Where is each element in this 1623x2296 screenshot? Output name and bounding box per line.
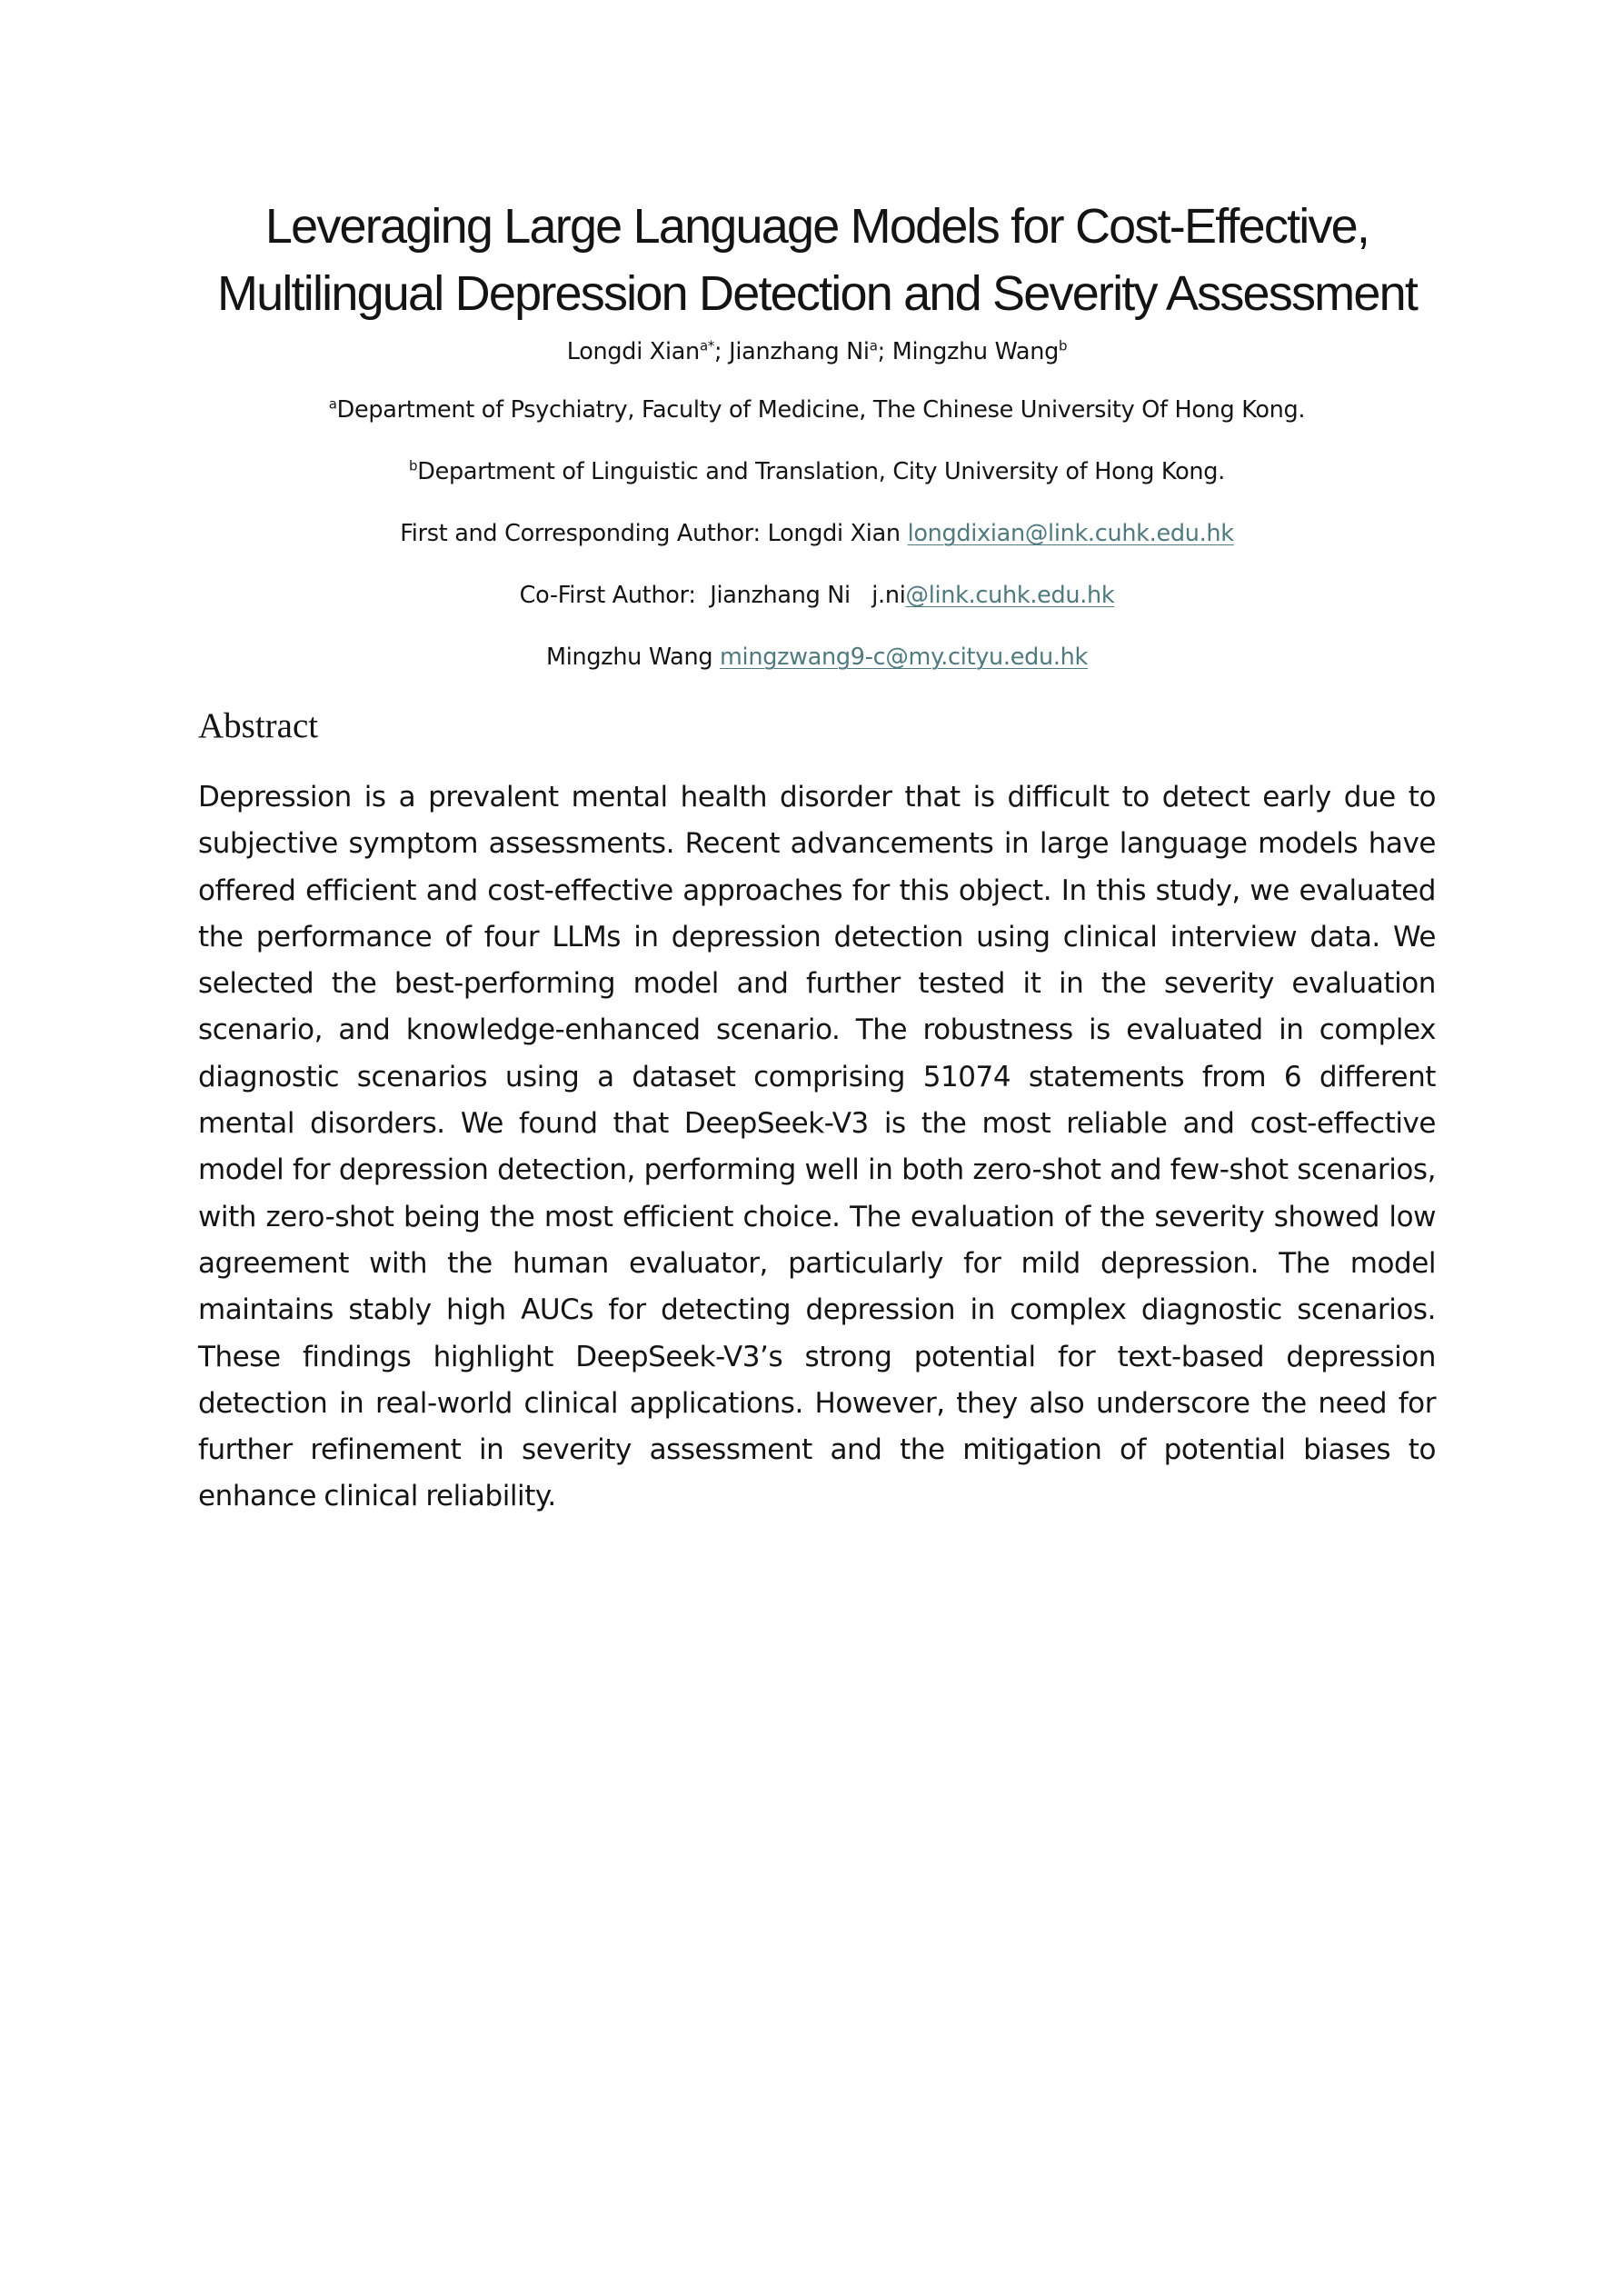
author-name: Longdi Xian	[566, 338, 700, 365]
paper-page	[198, 193, 1436, 1521]
affiliation-b	[198, 454, 1436, 489]
abstract-text: Depression is a prevalent mental health disorder that is difficult to detect early due to subjective symptom assessments. Recent advancements in large language models have offered efficient and cost-effective approaches for this object. In this study, we evaluated the performance of four LLMs in depression detection using clinical interview data. We selected the best-performing model and further tested it in the severity evaluation scenario, and knowledge-enhanced scenario. The robustness is evaluated in complex diagnostic scenarios using a dataset comprising 51074 statements from 6 different mental disorders. We found that DeepSeek-V3 is the most reliable and cost-effective model for depression detection, performing well in both zero-shot and few-shot scenarios, with zero-shot being the most efficient choice. The evaluation of the severity showed low agreement with the human evaluator, particularly for mild depression. The model maintains stably high AUCs for detecting depression in complex diagnostic scenarios. These findings highlight DeepSeek-V3’s strong potential for text-based depression detection in real-world clinical applications. However, they also underscore the need for further refinement in severity assessment and the mitigation of potential biases to enhance clinical reliability.	[198, 781, 1436, 1513]
author-affiliation-mark: a*	[699, 337, 715, 354]
affiliation-text: Department of Linguistic and Translation, City University of Hong Kong.	[417, 458, 1225, 485]
author-name: Mingzhu Wang	[891, 338, 1059, 365]
affiliation-mark: a	[328, 395, 337, 413]
co-first-email-link[interactable]: @link.cuhk.edu.hk	[905, 582, 1115, 609]
third-author-email-link[interactable]: mingzwang9-c@my.cityu.edu.hk	[720, 644, 1088, 671]
third-author-label: Mingzhu Wang	[546, 644, 721, 671]
affiliation-mark: b	[409, 457, 418, 474]
author-affiliation-mark: a	[869, 337, 878, 354]
abstract-heading: Abstract	[198, 706, 319, 745]
author-separator: ;	[877, 338, 892, 365]
corresponding-email-link[interactable]: longdixian@link.cuhk.edu.hk	[907, 520, 1234, 547]
affiliation-text: Department of Psychiatry, Faculty of Medicine, The Chinese University Of Hong Kong.	[336, 396, 1306, 424]
author-affiliation-mark: b	[1058, 337, 1068, 354]
paper-title	[198, 193, 1436, 327]
author-separator: ;	[714, 338, 730, 365]
title-line-1: Leveraging Large Language Models for Cost-Effective,	[264, 199, 1369, 254]
third-author	[198, 640, 1436, 674]
affiliation-a	[198, 393, 1436, 427]
corresponding-author-label: First and Corresponding Author: Longdi Xian	[400, 520, 908, 547]
author-name: Jianzhang Ni	[729, 338, 870, 365]
title-line-2: Multilingual Depression Detection and Severity Assessment	[216, 266, 1418, 321]
author-list	[198, 334, 1436, 369]
corresponding-author	[198, 516, 1436, 551]
co-first-author-label: Co-First Author: Jianzhang Ni j.ni	[519, 582, 906, 609]
co-first-author	[198, 578, 1436, 613]
